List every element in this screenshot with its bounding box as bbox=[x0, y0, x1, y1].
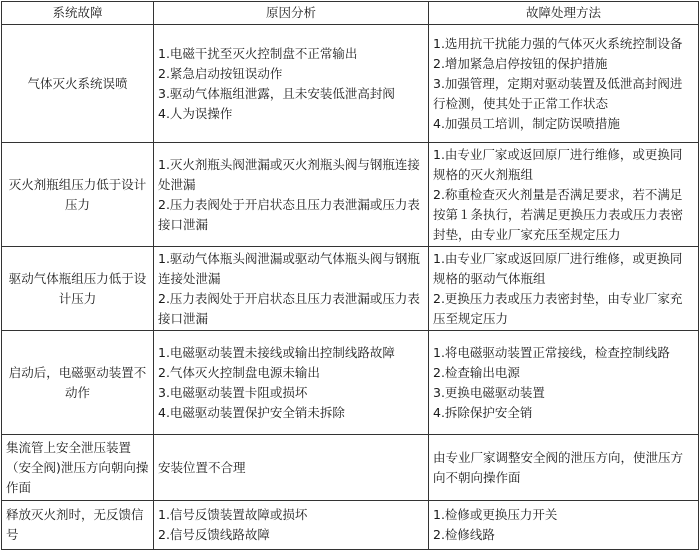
cause-item: 3.驱动气体瓶组泄露，且未安装低泄高封阀 bbox=[158, 85, 395, 101]
table-row bbox=[2, 25, 699, 143]
cause-cell bbox=[154, 435, 429, 501]
solution-item: 1.选用抗干扰能力强的气体灭火系统控制设备 bbox=[433, 35, 683, 51]
header-solution: 故障处理方法 bbox=[429, 2, 699, 25]
cause-item: 2.压力表阀处于开启状态且压力表泄漏或压力表接口泄漏 bbox=[158, 290, 420, 326]
cause-item: 1.信号反馈装置故障或损坏 bbox=[158, 507, 308, 522]
cause-item: 2.紧急启动按钮误动作 bbox=[158, 65, 283, 81]
solution-cell bbox=[429, 247, 699, 331]
solution-item: 3.更换电磁驱动装置 bbox=[433, 384, 545, 400]
table-row bbox=[2, 143, 699, 247]
solution-cell bbox=[429, 501, 699, 550]
header-fault: 系统故障 bbox=[2, 2, 154, 25]
fault-cell: 启动后，电磁驱动装置不动作 bbox=[2, 331, 154, 435]
fault-cell: 释放灭火剂时，无反馈信号 bbox=[2, 501, 154, 550]
cause-item: 1.驱动气体瓶头阀泄漏或驱动气体瓶头阀与钢瓶连接处泄漏 bbox=[158, 250, 420, 286]
header-row bbox=[2, 2, 699, 25]
table-row bbox=[2, 435, 699, 501]
cause-item: 1.电磁干扰至灭火控制盘不正常输出 bbox=[158, 45, 358, 61]
cause-cell bbox=[154, 247, 429, 331]
cause-item: 2.信号反馈线路故障 bbox=[158, 527, 270, 542]
cause-item: 2.压力表阀处于开启状态且压力表泄漏或压力表接口泄漏 bbox=[158, 196, 420, 232]
solution-item: 2.增加紧急启停按钮的保护措施 bbox=[433, 55, 608, 71]
solution-item: 由专业厂家调整安全阀的泄压方向，使泄压方向不朝向操作面 bbox=[433, 449, 684, 485]
solution-item: 2.称重检查灭火剂量是否满足要求，若不满足按第１条执行，若满足更换压力表或压力表密封垫，由专业厂家充压至规定压力 bbox=[433, 186, 684, 242]
solution-cell bbox=[429, 25, 699, 143]
header-cause: 原因分析 bbox=[154, 2, 429, 25]
solution-item: 2.更换压力表或压力表密封垫，由专业厂家充压至规定压力 bbox=[433, 290, 683, 326]
cause-item: 1.电磁驱动装置未接线或输出控制线路故障 bbox=[158, 344, 395, 360]
solution-cell bbox=[429, 143, 699, 247]
solution-item: 3.加强管理，定期对驱动装置及低泄高封阀进行检测，使其处于正常工作状态 bbox=[433, 75, 683, 111]
cause-item: 3.电磁驱动装置卡阻或损坏 bbox=[158, 384, 308, 400]
cause-item: 安装位置不合理 bbox=[158, 459, 246, 475]
fault-cell: 气体灭火系统误喷 bbox=[2, 25, 154, 143]
fault-cell: 灭火剂瓶组压力低于设计压力 bbox=[2, 143, 154, 247]
solution-item: 1.将电磁驱动装置正常接线，检查控制线路 bbox=[433, 344, 670, 360]
solution-item: 1.检修或更换压力开关 bbox=[433, 507, 558, 522]
cause-cell bbox=[154, 143, 429, 247]
cause-item: 4.电磁驱动装置保护安全销未拆除 bbox=[158, 404, 345, 420]
cause-cell bbox=[154, 501, 429, 550]
solution-cell bbox=[429, 435, 699, 501]
solution-item: 1.由专业厂家或返回原厂进行维修，或更换同规格的灭火剂瓶组 bbox=[433, 146, 683, 182]
table-row bbox=[2, 247, 699, 331]
solution-cell bbox=[429, 331, 699, 435]
solution-item: 1.由专业厂家或返回原厂进行维修，或更换同规格的驱动气体瓶组 bbox=[433, 250, 683, 286]
table-row bbox=[2, 501, 699, 550]
table-row bbox=[2, 331, 699, 435]
solution-item: 4.加强员工培训，制定防误喷措施 bbox=[433, 115, 620, 131]
cause-item: 4.人为误操作 bbox=[158, 105, 233, 121]
solution-item: 2.检查输出电源 bbox=[433, 364, 520, 380]
cause-cell bbox=[154, 25, 429, 143]
fault-cell: 集流管上安全泄压装置（安全阀)泄压方向朝向操作面 bbox=[2, 435, 154, 501]
cause-item: 2.气体灭火控制盘电源未输出 bbox=[158, 364, 320, 380]
solution-item: 2.检修线路 bbox=[433, 527, 495, 542]
solution-item: 4.拆除保护安全销 bbox=[433, 404, 533, 420]
cause-item: 1.灭火剂瓶头阀泄漏或灭火剂瓶头阀与钢瓶连接处泄漏 bbox=[158, 156, 420, 192]
fault-cell: 驱动气体瓶组压力低于设计压力 bbox=[2, 247, 154, 331]
cause-cell bbox=[154, 331, 429, 435]
fault-table bbox=[1, 1, 699, 550]
